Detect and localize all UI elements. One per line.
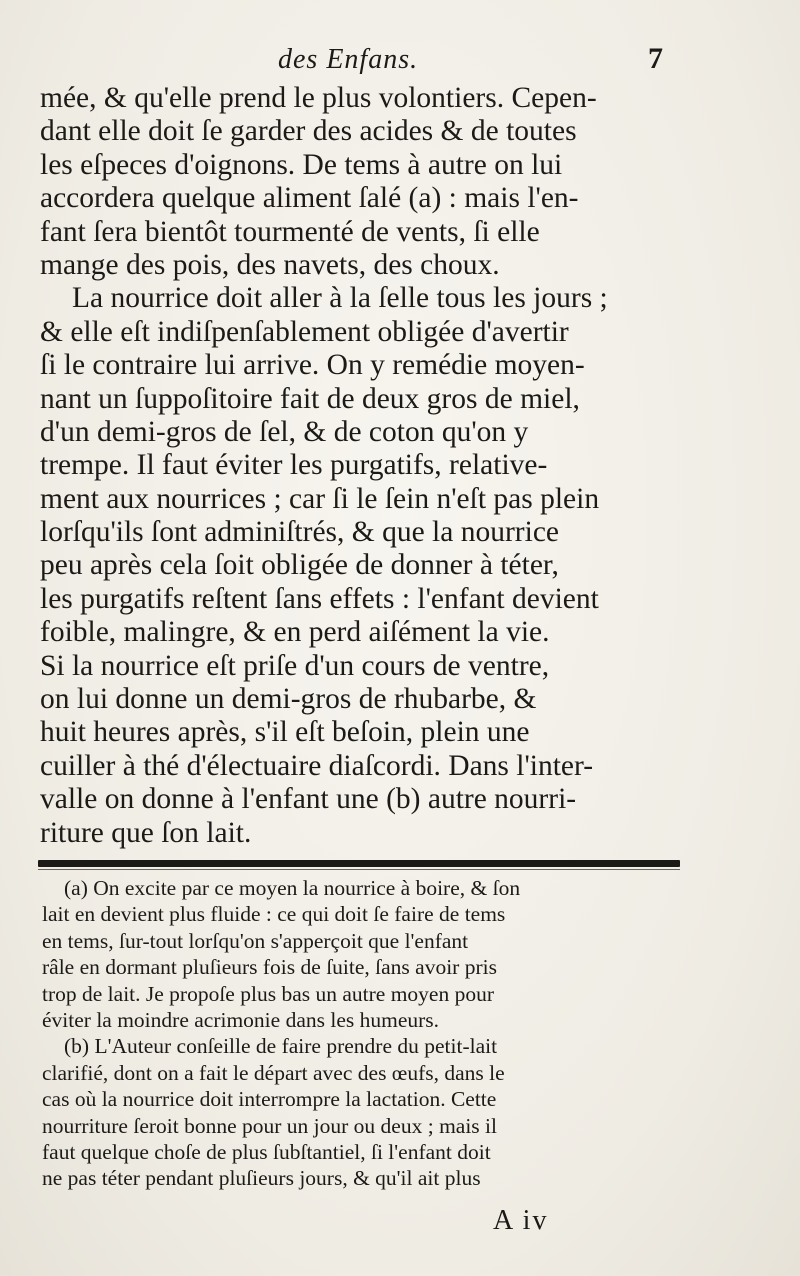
- footnote-line: lait en devient plus fluide : ce qui doit ſe faire de tems: [42, 902, 506, 927]
- footnote-line: râle en dormant pluſieurs fois de ſuite, ſans avoir pris: [42, 955, 497, 980]
- page-header: [0, 42, 800, 82]
- footnote-line: cas où la nourrice doit interrompre la lactation. Cette: [42, 1087, 497, 1112]
- text-line: on lui donne un demi-gros de rhubarbe, &: [40, 683, 537, 716]
- text-line: ment aux nourrices ; car ſi le ſein n'eſt pas plein: [40, 482, 600, 515]
- text-line: fant ſera bientôt tourmenté de vents, ſi elle: [40, 215, 540, 248]
- text-line: ſi le contraire lui arrive. On y remédie moyen-: [40, 349, 585, 382]
- text-line: les eſpeces d'oignons. De tems à autre on lui: [40, 148, 563, 181]
- text-line: nant un ſuppoſitoire fait de deux gros de miel,: [40, 382, 580, 415]
- footnote-line: clarifié, dont on a fait le départ avec des œufs, dans le: [42, 1060, 505, 1085]
- main-text: [40, 82, 680, 850]
- footnote-divider-rule: [38, 860, 680, 867]
- text-line: & elle eſt indiſpenſablement obligée d'avertir: [40, 315, 569, 348]
- footnote-line: éviter la moindre acrimonie dans les humeurs.: [42, 1007, 440, 1032]
- page-number: 7: [648, 42, 663, 75]
- text-line: d'un demi-gros de ſel, & de coton qu'on y: [40, 415, 529, 448]
- footnote-line: trop de lait. Je propoſe plus bas un autre moyen pour: [42, 981, 494, 1006]
- text-line: Si la nourrice eſt priſe d'un cours de ventre,: [40, 649, 550, 682]
- text-line: foible, malingre, & en perd aiſément la vie.: [40, 616, 550, 649]
- text-line: mange des pois, des navets, des choux.: [40, 248, 500, 281]
- footnotes: [42, 875, 678, 1192]
- text-line: valle on donne à l'enfant une (b) autre nourri-: [40, 783, 577, 816]
- footnote-line: (b) L'Auteur conſeille de faire prendre du petit-lait: [64, 1034, 498, 1059]
- footnote-line: (a) On excite par ce moyen la nourrice à boire, & ſon: [64, 876, 521, 900]
- text-line: accordera quelque aliment ſalé (a) : mais l'en-: [40, 182, 579, 215]
- running-head: des Enfans.: [278, 44, 419, 75]
- text-line: La nourrice doit aller à la ſelle tous les jours ;: [72, 282, 608, 315]
- text-line: dant elle doit ſe garder des acides & de toutes: [40, 115, 577, 148]
- signature-mark: A iv: [493, 1205, 549, 1236]
- text-line: riture que ſon lait.: [40, 816, 252, 849]
- footnote-line: ne pas téter pendant pluſieurs jours, & qu'il ait plus: [42, 1166, 481, 1191]
- text-line: cuiller à thé d'électuaire diaſcordi. Dans l'inter-: [40, 749, 594, 782]
- footnote-line: nourriture ſeroit bonne pour un jour ou deux ; mais il: [42, 1113, 497, 1138]
- footnote-line: faut quelque choſe de plus ſubſtantiel, ſi l'enfant doit: [42, 1139, 491, 1164]
- text-line: trempe. Il faut éviter les purgatifs, relative-: [40, 449, 548, 482]
- footnote-line: en tems, ſur-tout lorſqu'on s'apperçoit que l'enfant: [42, 928, 469, 953]
- text-line: mée, & qu'elle prend le plus volontiers. Cepen-: [40, 82, 597, 114]
- text-line: les purgatifs reſtent ſans effets : l'enfant devient: [40, 582, 599, 615]
- text-line: lorſqu'ils ſont adminiſtrés, & que la nourrice: [40, 516, 560, 549]
- text-line: peu après cela ſoit obligée de donner à téter,: [40, 549, 559, 582]
- text-line: huit heures après, s'il eſt beſoin, plein une: [40, 716, 530, 749]
